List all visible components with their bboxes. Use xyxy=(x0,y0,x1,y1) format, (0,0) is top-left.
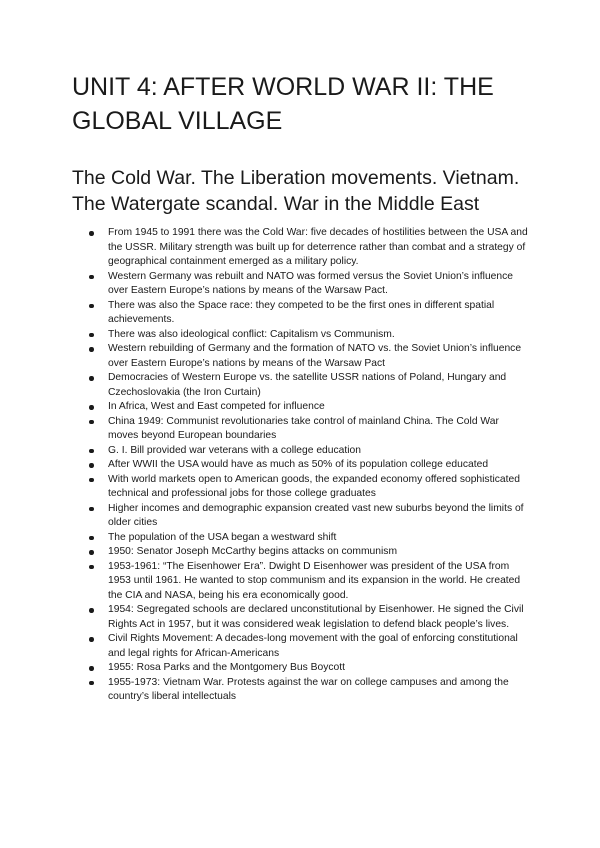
bullet-dot-icon xyxy=(89,536,94,541)
bullet-text: There was also ideological conflict: Capitalism vs Communism. xyxy=(108,328,395,340)
bullet-item xyxy=(72,299,528,328)
bullet-item xyxy=(72,603,528,632)
bullet-text: There was also the Space race: they competed to be the first ones in different spatial achievements. xyxy=(108,299,495,325)
bullet-dot-icon xyxy=(89,507,94,512)
bullet-item xyxy=(72,270,528,299)
bullet-item xyxy=(72,458,528,473)
bullet-item xyxy=(72,502,528,531)
bullet-item xyxy=(72,226,528,270)
bullet-dot-icon xyxy=(89,347,94,352)
bullet-dot-icon xyxy=(89,449,94,454)
bullet-dot-icon xyxy=(89,333,94,338)
unit-title: UNIT 4: AFTER WORLD WAR II: THE GLOBAL VILLAGE xyxy=(72,73,494,135)
bullet-item xyxy=(72,560,528,604)
bullet-text: 1954: Segregated schools are declared unconstitutional by Eisenhower. He signed the Civil Rights Act in 1957, but it was considered weak legislation to defend black people’s lives. xyxy=(108,604,524,630)
bullet-dot-icon xyxy=(89,565,94,570)
bullet-dot-icon xyxy=(89,637,94,642)
bullet-dot-icon xyxy=(89,478,94,483)
bullet-text: 1953-1961: “The Eisenhower Era”. Dwight D Eisenhower was president of the USA from 1953 until 1961. He wanted to stop communism and its expansion in the world. He created the CIA and NASA, being his era economically good. xyxy=(108,560,521,601)
bullet-item xyxy=(72,328,528,343)
bullet-dot-icon xyxy=(89,550,94,555)
bullet-dot-icon xyxy=(89,405,94,410)
bullet-dot-icon xyxy=(89,463,94,468)
bullet-item xyxy=(72,342,528,371)
bullet-text: The population of the USA began a westward shift xyxy=(108,531,337,543)
bullet-dot-icon xyxy=(89,666,94,671)
bullet-text: With world markets open to American goods, the expanded economy offered sophisticated technical and professional jobs for those college graduates xyxy=(108,473,520,499)
bullet-item xyxy=(72,676,528,705)
bullet-text: Civil Rights Movement: A decades-long movement with the goal of enforcing constitutional and legal rights for African-Americans xyxy=(108,633,518,659)
bullet-dot-icon xyxy=(89,376,94,381)
section-heading: The Cold War. The Liberation movements. Vietnam. The Watergate scandal. War in the Middle East xyxy=(72,167,520,215)
bullet-item xyxy=(72,444,528,459)
bullet-item xyxy=(72,473,528,502)
bullet-text: G. I. Bill provided war veterans with a college education xyxy=(108,444,361,456)
bullet-item xyxy=(72,545,528,560)
bullet-dot-icon xyxy=(89,304,94,309)
bullet-text: Western Germany was rebuilt and NATO was formed versus the Soviet Union’s influence over Eastern Europe’s nations by means of the Warsaw Pact. xyxy=(108,270,514,296)
bullet-text: From 1945 to 1991 there was the Cold War: five decades of hostilities between the USA and the USSR. Military strength was built up for deterrence rather than combat and a strategy of geographical containment emerged as a military policy. xyxy=(108,227,528,267)
bullet-text: China 1949: Communist revolutionaries take control of mainland China. The Cold War moves beyond European boundaries xyxy=(108,415,499,441)
bullet-item xyxy=(72,415,528,444)
bullet-text: 1955: Rosa Parks and the Montgomery Bus Boycott xyxy=(108,662,345,673)
bullet-dot-icon xyxy=(89,681,94,686)
bullet-text: In Africa, West and East competed for influence xyxy=(108,401,325,412)
bullet-list xyxy=(72,226,528,705)
bullet-text: Democracies of Western Europe vs. the satellite USSR nations of Poland, Hungary and Czechoslovakia (the Iron Curtain) xyxy=(108,372,507,398)
bullet-text: 1950: Senator Joseph McCarthy begins attacks on communism xyxy=(108,546,398,557)
bullet-text: Higher incomes and demographic expansion created vast new suburbs beyond the limits of older cities xyxy=(108,502,524,528)
bullet-dot-icon xyxy=(89,275,94,280)
bullet-text: After WWII the USA would have as much as 50% of its population college educated xyxy=(108,459,489,470)
bullet-text: Western rebuilding of Germany and the formation of NATO vs. the Soviet Union’s influence over Eastern Europe’s nations by means of the Warsaw Pact xyxy=(108,343,522,369)
bullet-dot-icon xyxy=(89,231,94,236)
bullet-dot-icon xyxy=(89,608,94,613)
bullet-text: 1955-1973: Vietnam War. Protests against the war on college campuses and among the country’s liberal intellectuals xyxy=(108,676,509,702)
bullet-item xyxy=(72,661,528,676)
bullet-item xyxy=(72,531,528,546)
bullet-item xyxy=(72,632,528,661)
bullet-item xyxy=(72,371,528,400)
bullet-dot-icon xyxy=(89,420,94,425)
bullet-item xyxy=(72,400,528,415)
